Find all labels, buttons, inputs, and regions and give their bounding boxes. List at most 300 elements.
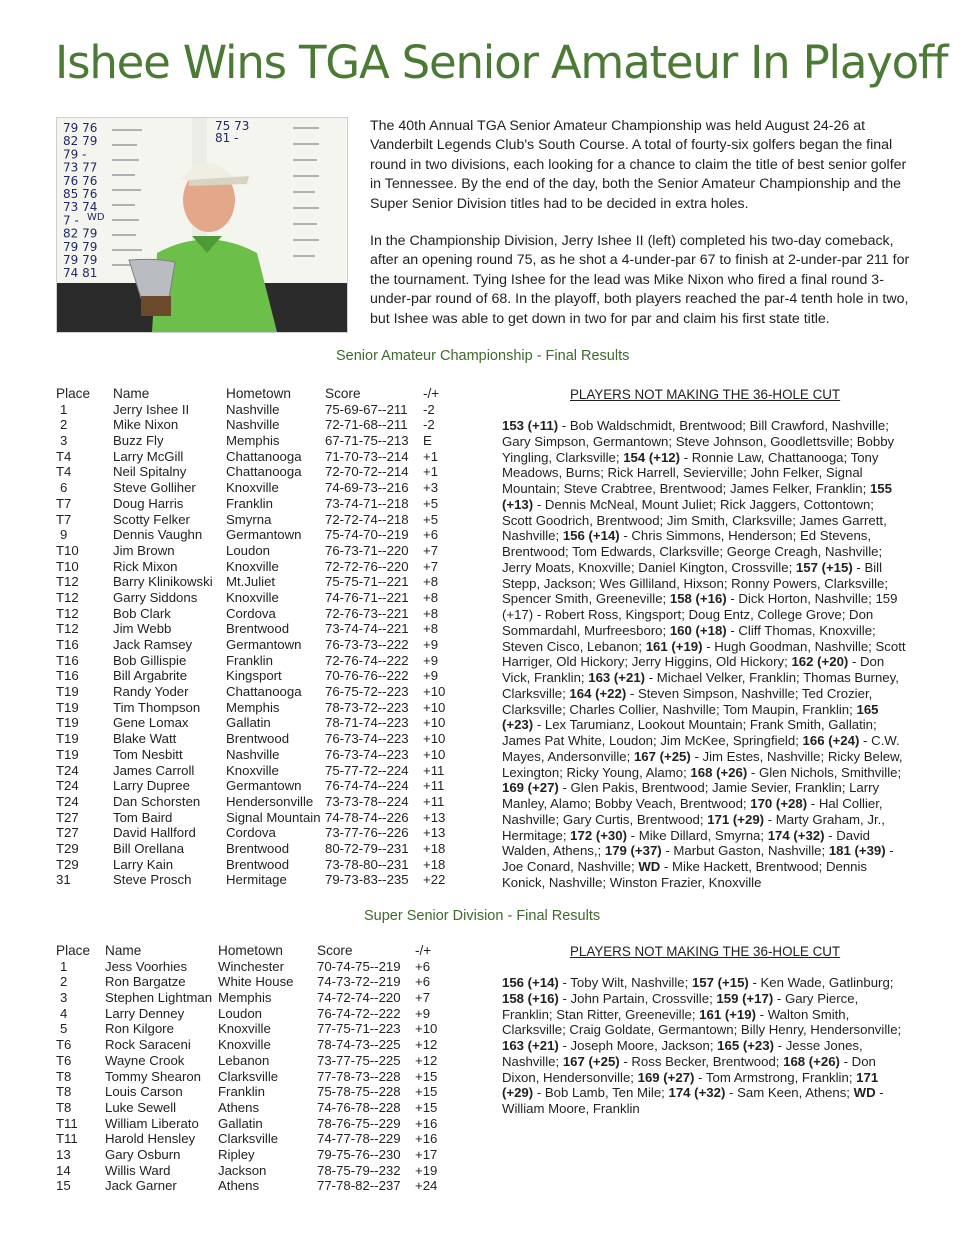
cell-to-par: +18 [423,840,446,856]
cell-to-par: +7 [423,542,439,558]
cell-to-par: +10 [423,746,446,762]
cell-score: 78-76-75--229 [317,1115,401,1131]
cell-place: 3 [60,433,68,449]
column-header-name: Name [113,386,150,401]
cut-score: 162 (+20) [791,654,849,670]
cell-place: 1 [60,958,68,974]
cell-name: Jack Ramsey [113,637,193,652]
table-row [56,637,473,653]
cell-score: 75-69-67--211 [325,401,408,417]
trophy-base [141,296,171,316]
cell-place: T16 [56,637,79,652]
cell-score: 75-75-71--221 [325,574,409,590]
cell-place: T6 [56,1052,72,1068]
table-row [56,1131,465,1147]
table-row [56,1163,465,1179]
cell-name: Larry McGill [113,448,184,464]
cell-hometown: Hermitage [226,872,287,888]
cell-hometown: Memphis [218,990,272,1006]
intro-paragraph: The 40th Annual TGA Senior Amateur Championship was held August 24-26 at Vanderbilt Legends Club's South Course. A total of fourty-six golfers began the final round in two divisions, each looking for a chance to claim the title of best senior golfer in Tennessee. By the end of the day, both the Senior Amateur Championship and the Super Senior Division titles had to be decided in extra holes. [370,118,907,212]
cell-score: 76-75-72--223 [325,684,409,700]
cut-score: 179 (+37) [604,843,662,859]
cell-place: T6 [56,1037,72,1053]
cell-hometown: Athens [218,1178,260,1194]
cut-players: - Bob Waldschmidt, Brentwood; Bill Crawford, Nashville; Gary Simpson, Germantown; Steve Johnson, Goodlettsville; Bobby Yingling, Clarksville; [502,418,895,465]
cell-to-par: +9 [423,637,439,652]
cell-to-par: +1 [423,464,439,480]
cut-players: - Marty Graham, Jr., Hermitage; [502,811,885,843]
cell-score: 76-73-74--223 [325,746,409,762]
cell-place: T10 [56,558,79,574]
table-row [56,778,473,794]
cell-name: Ron Bargatze [105,974,186,990]
cell-place: T19 [56,699,79,715]
cell-to-par: +3 [423,480,439,496]
winner-photo [56,117,348,333]
cell-to-par: +9 [423,668,439,684]
cell-score: 72-70-72--214 [325,464,409,480]
cell-hometown: Signal Mountain [226,809,321,825]
cell-name: Tom Nesbitt [113,746,183,762]
cell-score: 73-74-74--221 [325,621,409,637]
table-row [56,1006,465,1022]
scoreboard-score: 74 81 [63,266,98,281]
cell-score: 75-74-70--219 [325,527,409,543]
cut-players: - Toby Wilt, Nashville; [558,975,692,990]
article-intro [370,117,910,347]
cell-to-par: +13 [423,825,446,841]
cell-name: Tommy Shearon [105,1068,202,1084]
cut-players: - Glen Pakis, Brentwood; Jamie Sevier, Franklin; Larry Manley, Alamo; Bobby Veach, Brentwood; [502,780,880,811]
cell-hometown: Clarksville [218,1131,279,1147]
cell-name: Gary Osburn [105,1146,181,1162]
cell-hometown: Ripley [218,1146,255,1162]
cell-place: T12 [56,621,79,637]
super-results-heading: Super Senior Division - Final Results [364,908,601,924]
cell-score: 74-76-71--221 [325,589,409,605]
cell-place: T4 [56,448,72,464]
cell-hometown: Knoxville [226,589,279,605]
cut-players: - Bill Stepp, Jackson; Wes Gilliland, Hixson; Ronny Powers, Clarksville; Spencer Smith, Greeneville; [502,559,889,607]
cell-name: James Carroll [113,762,195,778]
cut-players: - Jesse Jones, Nashville; [502,1038,863,1069]
cut-score: 174 (+32) [767,827,825,843]
cell-name: Tim Thompson [113,699,201,715]
cell-to-par: +5 [423,511,439,527]
cut-score: 169 (+27) [637,1069,695,1085]
cell-name: Luke Sewell [105,1099,177,1115]
cell-name: Jim Brown [113,542,175,558]
intro-paragraph: In the Championship Division, Jerry Ishee II (left) completed his two-day comeback, after an opening round 75, as he shot a 4-under-par 67 to finish at 2-under-par 211 for the tournament. Tying Ishee for the lead was Mike Nixon who fired a final round 3-under-par round of 68. In the playoff, both players reached the par-4 tenth hole in two, but Ishee was able to get down in two for par and claim his first state title. [370,233,910,327]
cell-to-par: +10 [423,731,446,747]
cell-to-par: +15 [415,1084,438,1100]
cell-name: Gene Lomax [113,715,189,731]
cell-score: 77-78-73--228 [317,1068,401,1084]
table-row [56,959,465,975]
cell-hometown: Franklin [218,1084,265,1100]
cell-score: 75-78-75--228 [317,1084,401,1100]
cell-place: 5 [60,1021,68,1037]
cell-hometown: Franklin [226,652,273,668]
cell-place: T29 [56,856,79,872]
cell-place: 6 [60,480,68,496]
cut-score: 163 (+21) [588,670,646,685]
cell-name: Larry Dupree [113,778,190,794]
cell-to-par: +13 [423,809,446,825]
cell-place: T8 [56,1084,72,1100]
scoreboard-wd: WD [87,212,105,223]
cell-hometown: Knoxville [226,762,279,778]
table-row [56,684,473,700]
cut-score: 174 (+32) [668,1085,726,1101]
cut-players: - Ronnie Law, Chattanooga; Tony Meadows, Burns; Rick Harrell, Sevierville; John Felker, Signal Mountain; Steve Crabtree, Brentwood; James Felker, Franklin; [502,449,879,496]
cell-to-par: +10 [423,699,446,715]
cell-place: T19 [56,715,79,731]
cell-name: David Hallford [113,825,196,841]
scoreboard-score: 73 74 [63,200,98,215]
cell-hometown: Chattanooga [226,464,302,480]
cell-score: 77-75-71--223 [317,1021,401,1037]
cut-players: - John Partain, Crossville; [558,990,717,1006]
column-header-score: Score [325,386,361,401]
cell-hometown: Chattanooga [226,448,302,464]
column-header-hometown: Hometown [226,386,291,401]
cell-name: Neil Spitalny [113,464,187,480]
table-row [56,763,473,779]
scoreboard-score: 82 79 [63,134,98,149]
cell-hometown: White House [218,974,294,990]
cell-hometown: Franklin [226,495,273,511]
cut-players: - Don Dixon, Hendersonville; [502,1053,876,1085]
cut-players: - Sam Keen, Athens; [725,1085,854,1101]
cell-name: Dennis Vaughn [113,527,203,543]
table-row [56,974,465,990]
scoreboard-score: 79 79 [63,253,98,267]
cell-place: 14 [56,1162,71,1178]
cell-score: 74-69-73--216 [325,480,409,496]
scoreboard-score: 79 79 [63,239,98,254]
cut-score: 163 (+21) [502,1038,559,1053]
cut-score: 157 (+15) [795,559,853,575]
cut-score: 155 (+13) [502,481,892,512]
cell-to-par: +8 [423,574,439,590]
cut-score: 168 (+26) [783,1053,840,1069]
cell-name: William Liberato [105,1115,199,1131]
cut-players: - David Walden, Athens,; [502,827,870,859]
cut-score: WD [638,859,661,874]
table-row [56,715,473,731]
cell-hometown: Brentwood [226,856,290,872]
table-row [56,1069,465,1085]
column-header-place: Place [56,386,91,401]
table-row [56,512,473,528]
cell-name: Stephen Lightman [105,990,213,1006]
cell-place: T16 [56,668,79,684]
cut-score: 171 (+29) [502,1069,879,1101]
table-row [56,1116,465,1132]
cell-to-par: +19 [415,1162,438,1178]
cell-hometown: Athens [218,1099,260,1115]
table-row [56,794,473,810]
table-row [56,653,473,669]
cell-name: Rock Saraceni [105,1037,191,1053]
cell-name: Jim Webb [113,621,172,637]
cell-place: T8 [56,1099,72,1115]
cell-hometown: Germantown [226,637,302,652]
cell-place: T7 [56,511,72,527]
cell-place: 13 [56,1146,71,1162]
cell-place: 1 [60,401,68,417]
table-row [56,606,473,622]
cut-score: 168 (+26) [690,764,748,780]
table-row [56,590,473,606]
cell-name: Scotty Felker [113,511,190,527]
cell-name: Willis Ward [105,1162,171,1178]
table-row [56,417,473,433]
cell-score: 78-75-79--232 [317,1162,401,1178]
cut-players: - Mike Hackett, Brentwood; Dennis Konick, Nashville; Winston Frazier, Knoxville [502,859,868,890]
super-cut-heading: PLAYERS NOT MAKING THE 36-HOLE CUT [570,944,841,959]
cell-name: Larry Kain [113,856,174,872]
cell-score: 73-77-76--226 [325,825,409,841]
cell-name: Bob Gillispie [113,652,187,668]
table-row [56,841,473,857]
cell-hometown: Gallatin [218,1115,263,1131]
results-header-row [56,943,465,959]
cell-to-par: +7 [415,990,431,1006]
cell-place: T10 [56,542,79,558]
cell-to-par: +9 [423,652,439,668]
cell-hometown: Nashville [226,401,280,417]
cell-to-par: +12 [415,1052,438,1068]
table-row [56,872,473,888]
cut-players: - C.W. Mayes, Andersonville; [502,733,900,764]
column-header-place: Place [56,943,91,958]
senior-cut-heading: PLAYERS NOT MAKING THE 36-HOLE CUT [570,387,841,402]
cell-hometown: Memphis [226,699,280,715]
table-row [56,1053,465,1069]
cell-place: T19 [56,731,79,747]
cell-place: T19 [56,746,79,762]
cell-to-par: +22 [423,872,446,888]
cell-place: 2 [60,974,68,990]
cell-hometown: Kingsport [226,668,282,684]
cell-to-par: +8 [423,621,439,637]
cut-players: - Walton Smith, Clarksville; Craig Goldate, Germantown; Billy Henry, Hendersonville; [502,1006,902,1038]
cell-name: Ron Kilgore [105,1021,174,1037]
cell-place: T24 [56,793,79,809]
cell-to-par: +6 [423,527,439,543]
cell-to-par: -2 [423,401,435,417]
cell-name: Rick Mixon [113,558,178,574]
super-cut-list [502,975,906,1117]
cut-players: - Dick Horton, Nashville; 159 (+17) - Robert Ross, Kingsport; Doug Entz, College Grove; Don Sommardahl, Murfreesboro; [502,591,898,638]
cell-to-par: +16 [415,1131,438,1147]
cell-name: Larry Denney [105,1005,185,1021]
table-row [56,433,473,449]
cut-score: 165 (+23) [717,1038,774,1053]
cell-to-par: +8 [423,605,439,621]
cell-hometown: Jackson [218,1162,267,1178]
table-row [56,496,473,512]
cut-score: 158 (+16) [502,990,559,1006]
cell-name: Wayne Crook [105,1052,185,1068]
cut-score: 181 (+39) [828,843,886,859]
column-header-hometown: Hometown [218,943,283,958]
table-row [56,574,473,590]
cell-to-par: +6 [415,958,431,974]
cell-place: T27 [56,809,79,825]
cell-hometown: Winchester [218,958,284,974]
cut-players: - Bob Lamb, Ten Mile; [533,1085,669,1101]
cell-hometown: Cordova [226,825,276,841]
cut-score: 156 (+14) [562,528,620,544]
table-row [56,990,465,1006]
cell-score: 76-73-74--223 [325,731,409,747]
cell-score: 71-70-73--214 [325,448,409,464]
table-row [56,1147,465,1163]
cell-score: 72-72-76--220 [325,558,409,574]
cell-to-par: +9 [415,1005,431,1021]
scoreboard-score: 81 - [215,131,239,145]
cell-hometown: Gallatin [226,715,271,731]
cut-score: WD [853,1085,876,1101]
cell-place: T8 [56,1068,72,1084]
table-row [56,559,473,575]
table-row [56,825,473,841]
cell-score: 74-76-78--228 [317,1099,401,1115]
table-row [56,700,473,716]
cut-players: - Hal Collier, Nashville; Gary Curtis, Brentwood; [502,796,883,827]
cell-name: Bob Clark [113,605,171,621]
column-header-name: Name [105,943,142,958]
cell-hometown: Loudon [226,542,271,558]
cell-score: 73-73-78--224 [325,793,409,809]
cell-score: 72-76-73--221 [325,605,409,621]
cut-score: 159 (+17) [716,990,774,1006]
scoreboard-score: 73 77 [63,160,98,175]
cell-name: Randy Yoder [113,684,189,700]
table-row [56,527,473,543]
cut-players: - Dennis McNeal, Mount Juliet; Rick Jaggers, Cottontown; Scott Goodrich, Brentwood; Jim Smith, Clarksville; James Garrett, Nashville; [502,496,887,544]
cut-players: - Hugh Goodman, Nashville; Scott Harriger, Old Hickory; Jerry Higgins, Old Hickory; [502,638,906,670]
table-row [56,857,473,873]
cell-score: 73-77-75--225 [317,1052,401,1068]
cut-players: - Ken Wade, Gatlinburg; [748,975,894,990]
cell-hometown: Brentwood [226,621,290,637]
cell-to-par: E [423,433,432,449]
cell-hometown: Knoxville [226,480,279,496]
cell-place: T29 [56,840,79,856]
cell-score: 77-78-82--237 [317,1178,401,1194]
cell-name: Garry Siddons [113,589,198,605]
cut-score: 165 (+23) [502,701,879,733]
cut-score: 158 (+16) [669,591,727,607]
cut-players: - Lex Tarumianz, Lookout Mountain; Frank Smith, Gallatin; James Pat White, Loudon; Jim McKee, Springfield; [502,717,877,748]
table-row [56,731,473,747]
cell-score: 72-76-74--222 [325,652,409,668]
cell-hometown: Hendersonville [226,793,314,809]
cell-place: 9 [60,527,68,543]
cell-name: Louis Carson [105,1084,183,1100]
table-row [56,1178,465,1194]
cut-players: - Jim Estes, Nashville; Ricky Belew, Lexington; Ricky Young, Alamo; [502,748,903,780]
table-row [56,1084,465,1100]
cut-score: 171 (+29) [707,811,765,827]
results-header-row [56,386,473,402]
cell-name: Steve Prosch [113,872,192,888]
cell-score: 78-74-73--225 [317,1037,401,1053]
cell-name: Jess Voorhies [105,958,188,974]
cut-score: 164 (+22) [569,685,627,701]
cell-hometown: Nashville [226,417,280,433]
cell-place: T12 [56,605,79,621]
cell-score: 76-73-71--220 [325,542,409,558]
scoreboard-score: 76 76 [63,173,98,188]
cell-place: 2 [60,417,68,433]
cell-name: Doug Harris [113,495,184,511]
table-row [56,1021,465,1037]
scoreboard-score: 7 - [63,213,79,228]
table-row [56,1100,465,1116]
cut-players: - Joe Conard, Nashville; [502,843,894,874]
cell-hometown: Knoxville [218,1021,271,1037]
cut-players: - Mike Dillard, Smyrna; [627,827,768,843]
cut-score: 167 (+25) [562,1053,620,1069]
cell-to-par: +17 [415,1146,438,1162]
table-row [56,464,473,480]
cell-hometown: Nashville [226,746,280,762]
scoreboard-score: 79 76 [63,121,98,135]
cell-score: 74-73-72--219 [317,974,401,990]
cell-to-par: +5 [423,495,439,511]
cell-place: 31 [56,872,71,888]
cell-hometown: Smyrna [226,511,272,527]
senior-results-table [56,386,473,888]
cell-to-par: +10 [423,684,446,700]
cell-score: 72-71-68--211 [325,417,408,433]
cell-to-par: +15 [415,1099,438,1115]
cell-place: T24 [56,778,79,794]
cell-score: 79-73-83--235 [325,872,409,888]
cell-place: T19 [56,684,79,700]
cell-to-par: +16 [415,1115,438,1131]
table-row [56,449,473,465]
cell-to-par: +10 [415,1021,438,1037]
cut-score: 167 (+25) [633,748,691,764]
cell-to-par: +6 [415,974,431,990]
cut-score: 157 (+15) [691,975,749,990]
cut-players: - Ross Becker, Brentwood; [619,1053,784,1069]
cut-players: - Marbut Gaston, Nashville; [661,843,829,859]
cell-name: Bill Argabrite [113,668,188,684]
cell-name: Harold Hensley [105,1131,196,1147]
cell-score: 67-71-75--213 [325,433,409,449]
cut-players: - William Moore, Franklin [502,1085,884,1116]
cut-score: 153 (+11) [502,418,559,433]
cut-score: 156 (+14) [502,975,559,990]
table-row [56,810,473,826]
cell-score: 78-71-74--223 [325,715,409,731]
cell-hometown: Brentwood [226,840,290,856]
cell-score: 74-72-74--220 [317,990,401,1006]
cell-hometown: Clarksville [218,1068,279,1084]
table-row [56,543,473,559]
senior-results-heading: Senior Amateur Championship - Final Results [336,348,630,364]
cell-to-par: +8 [423,589,439,605]
cell-to-par: +11 [423,778,445,794]
winner-photo-illustration [57,118,347,332]
